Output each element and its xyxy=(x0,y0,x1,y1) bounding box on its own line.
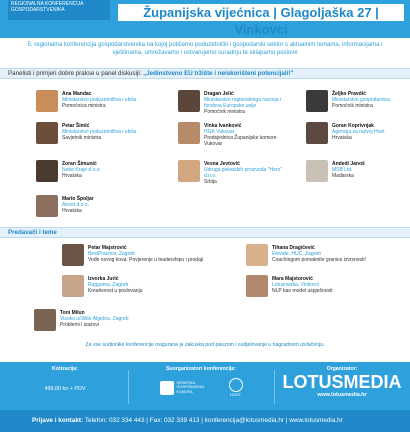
bottom-strip xyxy=(0,432,410,441)
panelist-card xyxy=(178,160,288,185)
panelist-org: Udruga pekarskih proizvoda "Hero" d.o.o. xyxy=(204,167,283,179)
panelist-card xyxy=(36,160,146,182)
panelist-role: Hrvatska xyxy=(332,135,352,141)
host-logo-mark xyxy=(229,378,243,392)
panelist-org: Ministarstvo gospodarstva xyxy=(332,97,391,103)
organizer-block xyxy=(282,366,402,398)
speaker-name: Izvorka Jurić xyxy=(88,276,119,282)
speaker-name: Toni Milun xyxy=(60,310,85,316)
panelist-info xyxy=(204,122,288,147)
panelist-org: HGK Vukovar xyxy=(204,129,235,135)
footer-note: Za vse sudionike konferencije osigurana je zakuska pod pauzom i sudjelovanje u nagradnom izvlačenju. xyxy=(85,342,325,348)
speaker-info xyxy=(88,275,142,297)
speaker-name: Petar Majstrović xyxy=(88,245,127,251)
organizer-url[interactable]: www.lotusmedia.hr xyxy=(317,392,367,398)
panelist-name: Andedi Janoš xyxy=(332,161,365,167)
speaker-info xyxy=(60,309,129,331)
panelist-card xyxy=(306,122,410,144)
info-band xyxy=(0,362,410,410)
host-logo xyxy=(229,378,243,397)
contact-label: Prijave i kontakt: xyxy=(32,417,84,424)
header-banner xyxy=(0,0,410,38)
panelist-org: Akord d.o.o. xyxy=(62,202,89,208)
speaker-card xyxy=(34,309,184,331)
panelist-info xyxy=(62,90,136,112)
panelist-info xyxy=(204,90,288,115)
speaker-card xyxy=(246,244,396,266)
panel-heading-highlight: „Jedinstveno EU tržište i neiskorišteni potencijali!" xyxy=(143,70,294,77)
panelist-name: Goran Koprivnjak xyxy=(332,123,374,129)
panelist-card xyxy=(36,90,146,112)
panel-section-header xyxy=(0,68,410,79)
speaker-topic: Problemi i izazovi xyxy=(60,322,99,328)
speaker-org: Visoko učilište Algebra, Zagreb xyxy=(60,316,129,322)
panelist-name: Mario Špoljar xyxy=(62,196,94,202)
band-divider xyxy=(274,370,275,404)
panelist-photo xyxy=(178,160,200,182)
panelist-info xyxy=(62,122,136,144)
speaker-org: Elevate, HUC, Zagreb xyxy=(272,251,321,257)
panelist-name: Željko Pravdić xyxy=(332,91,366,97)
panelist-org: MSB Ltd. xyxy=(332,167,353,173)
panelist-photo xyxy=(306,90,328,112)
panelist-info xyxy=(332,122,385,144)
panelist-photo xyxy=(178,90,200,112)
speaker-info xyxy=(272,275,333,297)
organizer-heading: Organizator: xyxy=(326,366,358,372)
panelist-role: Predsjednica Županijske komore Vukovar xyxy=(204,135,277,147)
panelist-name: Petar Šimić xyxy=(62,123,90,129)
organizers-block xyxy=(136,366,266,397)
panelist-role: Hrvatska xyxy=(62,173,82,179)
panelist-name: Zoran Šimunić xyxy=(62,161,97,167)
organizers-heading: Suorganizatori konferencije: xyxy=(165,366,237,372)
lotusmedia-logo: LOTUSMEDIA xyxy=(282,372,402,392)
panelist-photo xyxy=(178,122,200,144)
band-divider xyxy=(128,370,129,404)
panelist-role: Hrvatska xyxy=(62,208,82,214)
conference-badge: REGIONALNA KONFERENCIJA GOSPODARSTVENIKA xyxy=(8,0,110,20)
speaker-org: Lotusmedia, Vinkovci xyxy=(272,282,320,288)
speaker-photo xyxy=(34,309,56,331)
speaker-card xyxy=(62,244,212,266)
panelist-photo xyxy=(36,122,58,144)
panelist-role: Mađarska xyxy=(332,173,354,179)
panelist-card xyxy=(36,122,146,144)
panelist-org: Ministarstvo poduzetništva i obrta xyxy=(62,97,137,103)
speaker-photo xyxy=(246,244,268,266)
fees-price: 499,00 kn + PDV xyxy=(44,386,86,392)
panelist-info xyxy=(62,160,101,182)
panelist-info xyxy=(204,160,288,185)
panelist-card xyxy=(178,122,288,147)
panelist-photo xyxy=(36,160,58,182)
venue-title: Županijska vijećnica | Glagoljaška 27 | Vinkovci xyxy=(118,4,404,21)
panelist-info xyxy=(332,160,365,182)
panelist-org: Ministarstvo poduzetništva i obrta xyxy=(62,129,137,135)
panelist-name: Vinka Ivanković xyxy=(204,123,242,129)
panelist-card xyxy=(306,160,410,182)
panelist-name: Dragan Jelić xyxy=(204,91,234,97)
panelist-card xyxy=(306,90,410,112)
speaker-topic: NLP kao model uspješnosti xyxy=(272,288,333,294)
speaker-name: Mara Majstorović xyxy=(272,276,313,282)
speaker-topic: Vođe novog kova: Povjerenje u leadershipu i prodaji xyxy=(88,257,204,263)
panel-heading-prefix: Panelisti i primjeri dobre prakse u panel diskusiji: xyxy=(8,70,142,77)
hgk-logo xyxy=(160,378,211,397)
panelist-role: Srbija xyxy=(204,179,217,185)
speaker-name: Tihana Dragičević xyxy=(272,245,315,251)
panelist-card xyxy=(36,195,146,217)
panelist-name: Ana Mandac xyxy=(62,91,92,97)
panelist-photo xyxy=(306,122,328,144)
panelist-info xyxy=(62,195,94,217)
speaker-info xyxy=(88,244,203,266)
speaker-topic: Coachingom pomaknite granice izvrsnosti! xyxy=(272,257,366,263)
fees-heading: Kotizacija: xyxy=(52,366,78,372)
panelist-role: Pomoćnik ministra xyxy=(204,109,245,115)
intro-text: 5. regionalna konferencija gospodarstvenika na kojoj potičemo poduzetnički i gospodarski sektor s aktualnim temama, informacijama i vještinama, umrežavamo i ostvarujemo suradnju te sklapamo poslove xyxy=(27,42,383,56)
panelist-photo xyxy=(36,90,58,112)
panelist-photo xyxy=(306,160,328,182)
speaker-org: Raggama, Zagreb xyxy=(88,282,129,288)
speaker-card xyxy=(246,275,396,297)
speaker-org: BestPractice, Zagreb xyxy=(88,251,135,257)
speaker-photo xyxy=(62,244,84,266)
speaker-photo xyxy=(62,275,84,297)
speaker-photo xyxy=(246,275,268,297)
panelist-role: Savjetnik ministra xyxy=(62,135,102,141)
panelist-photo xyxy=(36,195,58,217)
contact-bar xyxy=(0,410,410,432)
panelist-org: Agencija za razvoj Hoet xyxy=(332,129,385,135)
panelist-role: Pomoćnica ministra xyxy=(62,103,106,109)
fees-block xyxy=(10,366,120,392)
speaker-info xyxy=(272,244,366,266)
hgk-logo-text: HRVATSKA GOSPODARSKA KOMORA xyxy=(176,381,205,394)
speaker-card xyxy=(62,275,212,297)
panelist-card xyxy=(178,90,288,115)
hgk-logo-mark xyxy=(160,381,174,395)
talks-heading: Predavači i teme xyxy=(8,229,57,236)
contact-text[interactable]: Telefon: 032 334 443 | Fax: 032 339 413 | konferencija@lotusmedia.hr | www.lotusmedia.hr xyxy=(84,417,343,424)
panelist-name: Vesna Jevtović xyxy=(204,161,240,167)
panelist-role: Pomoćnik ministra xyxy=(332,103,373,109)
panelist-info xyxy=(332,90,390,112)
talks-section-header xyxy=(0,227,410,238)
panelist-org: Nobe Kraje d.o.o. xyxy=(62,167,101,173)
host-logo-text: HOST xyxy=(229,392,242,397)
panelist-org: Ministarstvo regionalnoga razvoja i fondova Europske unije xyxy=(204,97,281,109)
speaker-topic: Kreativnost u poslovanju xyxy=(88,288,143,294)
